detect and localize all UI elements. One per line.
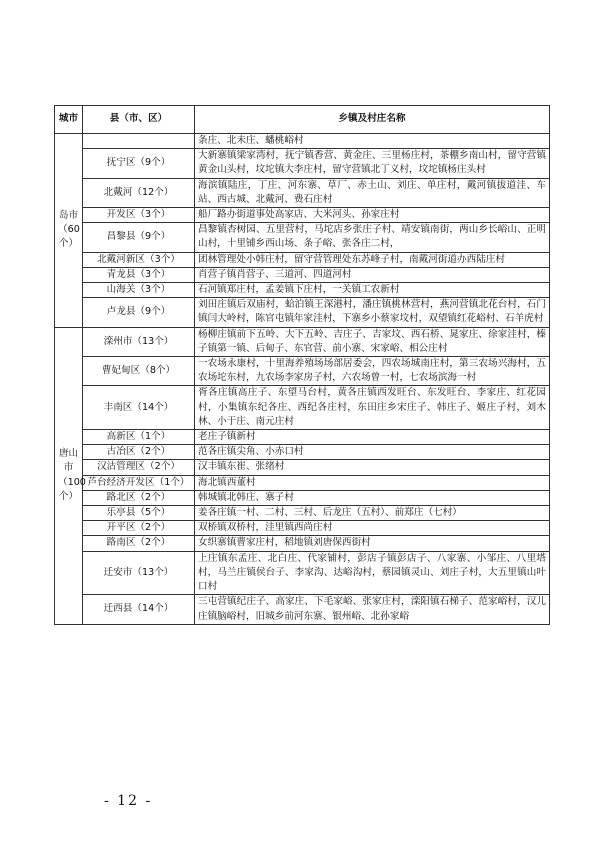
villages-cell: 海北镇西董村 [195,475,550,490]
header-villages: 乡镇及村庄名称 [195,106,550,134]
table-row [55,327,550,356]
village-list-table [54,105,550,625]
table-row [55,149,550,178]
table-row [55,460,550,475]
county-cell: 开平区（2个） [83,521,195,536]
county-cell: 北戴河新区（3个） [83,252,195,267]
villages-cell: 胥各庄镇高庄子、东望马台村，黄各庄镇西发旺台、东发旺台、李家庄、红花园村，小集镇东纪各庄、西纪各庄村，东田庄乡宋庄子、韩庄子、姬庄子村，刘木林、小于庄、南元庄村 [195,386,550,430]
county-cell: 迁西县（14个） [83,595,195,624]
villages-cell: 一农场永康村，十里海养殖场场部居委会，四农场城南庄村，第三农场兴海村，五农场坨东村，九农场李家房子村，六农场曾一村，七农场滨海一村 [195,357,550,386]
city-cell: 唐山市（100个） [55,327,83,624]
villages-cell: 三屯营镇纪庄子、高家庄、下毛家峪、张家庄村，滦阳镇石梯子、范家峪村，汉儿庄镇脑峪村，旧城乡前河东寨、银州峪、北孙家峪 [195,595,550,624]
table-row [55,283,550,298]
villages-cell: 韩城镇北韩庄、寨子村 [195,490,550,505]
county-cell: 青龙县（3个） [83,267,195,282]
table-row [55,506,550,521]
county-cell: 抚宁区（9个） [83,149,195,178]
table-header-row [55,106,550,134]
villages-cell: 海滨镇陆庄，丁庄、河东寨、草厂、赤土山、刘庄、单庄村，戴河镇拔道洼、车站、西古城、北戴河、费石庄村 [195,178,550,207]
villages-cell: 女织寨镇曹家庄村，稻地镇刘唐保西街村 [195,536,550,551]
county-cell: 曹妃甸区（8个） [83,357,195,386]
villages-cell: 船厂路办街道事处高家店、大米河头、孙家庄村 [195,208,550,223]
table-row [55,551,550,595]
table-row [55,178,550,207]
county-cell: 开发区（3个） [83,208,195,223]
county-cell: 北戴河（12个） [83,178,195,207]
header-county: 县（市、区） [83,106,195,134]
table-body [55,134,550,625]
table-row [55,445,550,460]
county-cell: 卢龙县（9个） [83,298,195,327]
villages-cell: 石河镇郑庄村，孟姜镇下庄村，一关镇工农新村 [195,283,550,298]
villages-cell: 团林管理处小韩庄村，留守营管理处东苏峰子村，南戴河街道办西陆庄村 [195,252,550,267]
county-cell: 山海关（3个） [83,283,195,298]
villages-cell: 昌黎镇杏树园、五里营村，马坨店乡张庄子村、靖安镇南街，两山乡长峪山、正明山村，十里铺乡西山场、条子峪、张各庄二村， [195,223,550,252]
county-cell: 古冶区（2个） [83,445,195,460]
table-row [55,298,550,327]
table-row [55,521,550,536]
county-cell: 迁安市（13个） [83,551,195,595]
villages-cell: 汉丰镇东崔、张绪村 [195,460,550,475]
villages-cell: 条庄、北未庄、蟠桃峪村 [195,134,550,149]
county-cell: 昌黎县（9个） [83,223,195,252]
villages-cell: 老庄子镇新村 [195,430,550,445]
villages-cell: 杨柳庄镇前下五岭、大下五岭、吉庄子、吉家坟、西石桥、晁家庄、徐家洼村，榛子镇第一镇、后甸子、东官营、前小寨、宋家峪、相公庄村 [195,327,550,356]
table-row [55,134,550,149]
table-row [55,475,550,490]
county-cell: 芦台经济开发区（1个） [83,475,195,490]
county-cell: 路南区（2个） [83,536,195,551]
city-cell: 岛市（60个） [55,134,83,328]
table-row [55,386,550,430]
table-row [55,430,550,445]
villages-cell: 范各庄镇尖角、小赤口村 [195,445,550,460]
page-number: - 12 - [104,793,153,809]
county-cell: 路北区（2个） [83,490,195,505]
county-cell: 汉沽管理区（2个） [83,460,195,475]
county-cell: 乐亭县（5个） [83,506,195,521]
table-row [55,267,550,282]
villages-cell: 双桥镇双桥村，洼里镇西尚庄村 [195,521,550,536]
villages-cell: 肖营子镇肖营子、三道河、四道河村 [195,267,550,282]
table-row [55,536,550,551]
table-row [55,490,550,505]
villages-cell: 上庄镇东孟庄、北白庄、代家铺村，彭店子镇彭店子、八家寨、小邹庄、八里塔村，马兰庄镇侯台子、李家沟、达峪沟村，蔡园镇灵山、刘庄子村，大五里镇山叶口村 [195,551,550,595]
villages-cell: 刘田庄镇后双庙村，蛤泊镇王深港村，潘庄镇桃林营村，燕河营镇北花台村，石门镇闫大岭村，陈官屯镇年家洼村，下寨乡小蔡家坟村，双望镇红花峪村、石羊虎村 [195,298,550,327]
table-row [55,595,550,624]
table-row [55,208,550,223]
county-cell: 滦州市（13个） [83,327,195,356]
villages-cell: 大新寨镇梁家湾村，抚宁镇香营、黄金庄、三里杨庄村，茶棚乡南山村，留守营镇黄金山头村，坟坨镇大李庄村，留守营镇北丁义村，坟坨镇杨庄头村 [195,149,550,178]
table-row [55,223,550,252]
county-cell: 高新区（1个） [83,430,195,445]
county-cell [83,134,195,149]
table-row [55,252,550,267]
villages-cell: 姜各庄镇一村、二村、三村、后龙庄（五村）、前郑庄（七村） [195,506,550,521]
header-city: 城市 [55,106,83,134]
county-cell: 丰南区（14个） [83,386,195,430]
table-row [55,357,550,386]
